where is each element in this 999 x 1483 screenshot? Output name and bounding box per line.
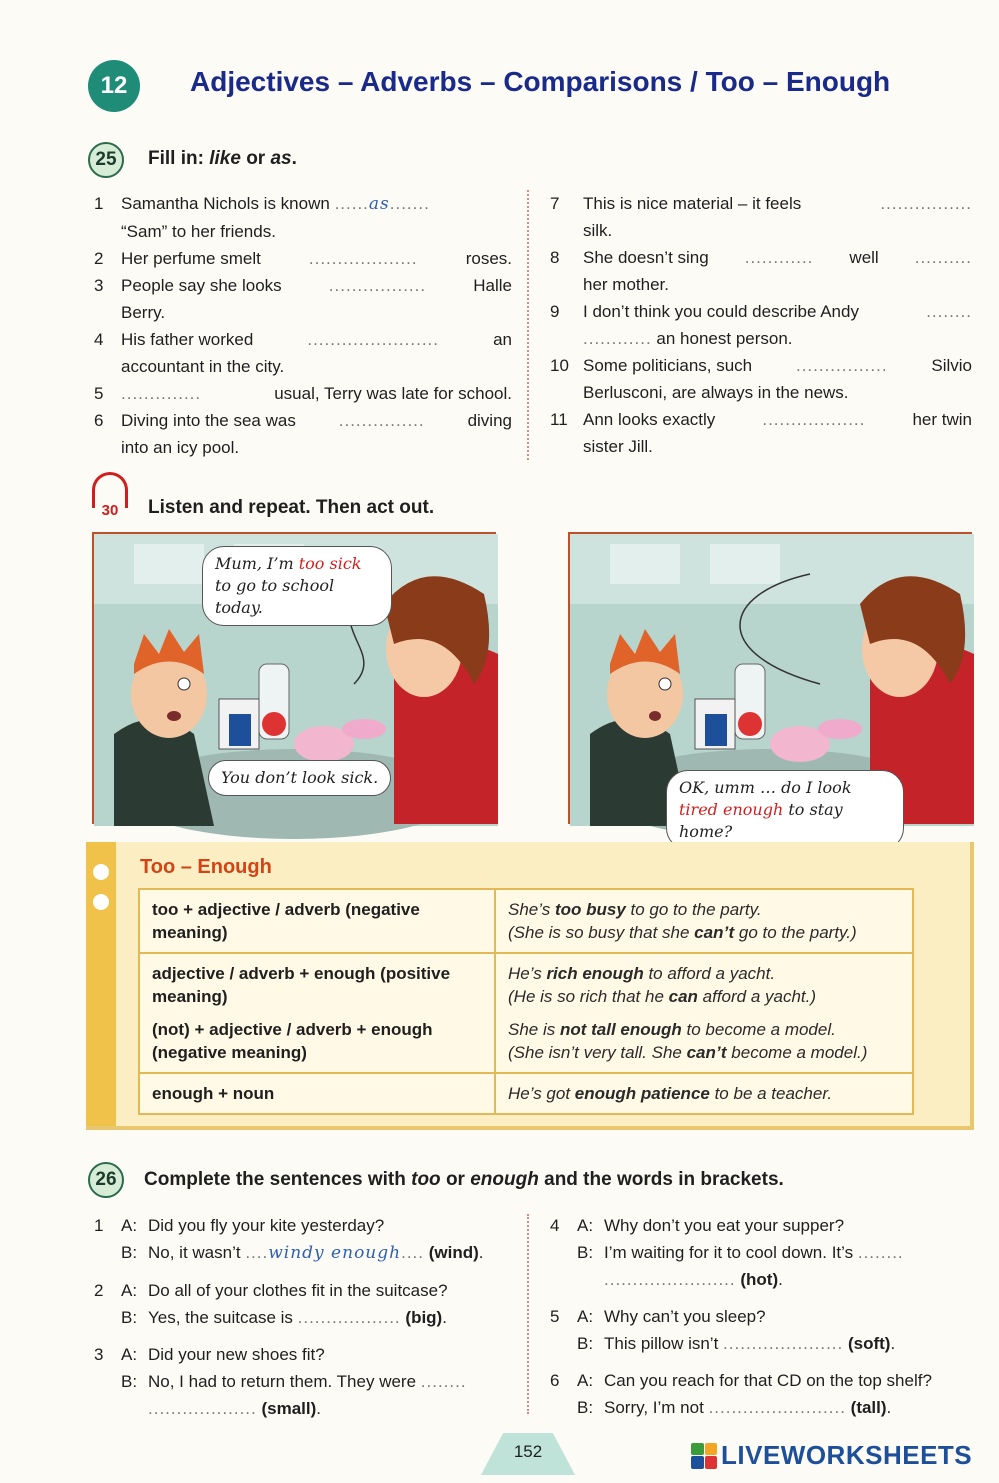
- item-number: 6: [94, 411, 104, 430]
- item-number: 8: [550, 248, 560, 267]
- bullet-dot: [93, 894, 109, 910]
- item-text: into an icy pool.: [121, 438, 240, 457]
- answer-prefix: Sorry, I’m not: [604, 1398, 704, 1417]
- dialogue-item: 4 A: Why don’t you eat your supper? B: I’m waiting for it to cool down. It’s ........ ....................... (hot) .: [550, 1212, 974, 1293]
- example-line: (She is so busy that she can’t go to the party.): [508, 923, 857, 942]
- exercise-item: [94, 326, 512, 380]
- answer-blank[interactable]: ..................: [297, 1308, 401, 1327]
- speech-bubble: [202, 546, 392, 626]
- grammar-table: [138, 888, 914, 1115]
- rule-cell: enough + noun: [139, 1073, 495, 1114]
- item-number: 5: [94, 384, 104, 403]
- answer-blank[interactable]: ............: [744, 248, 814, 267]
- unit-number: 12: [100, 72, 128, 99]
- answer-blank[interactable]: ........................: [708, 1398, 846, 1417]
- instruction-text: and the words in brackets.: [538, 1169, 784, 1190]
- item-text: an: [493, 330, 512, 349]
- dialogue-item: 1 A: Did you fly your kite yesterday? B: No, it wasn’t ....windy enough.... (wind) .: [94, 1212, 520, 1267]
- item-text: roses.: [465, 249, 512, 268]
- item-text: her twin: [912, 410, 972, 429]
- answer-blank[interactable]: ........: [857, 1243, 904, 1262]
- item-text: Ann looks exactly: [583, 410, 716, 429]
- instruction-text: .: [291, 148, 297, 169]
- question-text: Why can’t you sleep?: [604, 1307, 766, 1326]
- exercise-item: [94, 190, 512, 245]
- exercise-item: [550, 298, 972, 352]
- answer-blank[interactable]: ...............: [338, 411, 425, 430]
- answer-blank[interactable]: ..................: [762, 410, 866, 429]
- answer-blank[interactable]: ...................: [308, 249, 418, 268]
- item-text: silk.: [583, 221, 613, 240]
- example-line: She’s too busy to go to the party.: [508, 900, 762, 919]
- answer-blank[interactable]: ..........: [914, 248, 972, 267]
- column-divider: [527, 1214, 529, 1414]
- example-cell: [495, 953, 913, 1073]
- item-number: 10: [550, 356, 569, 375]
- item-number: 2: [94, 249, 104, 268]
- audio-track-number: 30: [101, 502, 119, 519]
- prompt-word: (soft): [847, 1334, 891, 1353]
- rule-cell: [139, 953, 495, 1073]
- liveworksheets-logo[interactable]: [691, 1440, 972, 1471]
- exercise-26-right-column: [550, 1212, 974, 1431]
- item-text: His father worked: [121, 330, 254, 349]
- filled-answer: as: [368, 194, 390, 214]
- bubble-highlight: enough: [723, 800, 784, 819]
- comic-panel-2: [568, 532, 972, 841]
- bubble-text: to go to school today.: [215, 576, 335, 617]
- item-text: well: [849, 248, 879, 267]
- item-number: 9: [550, 302, 560, 321]
- rule-cell: too + adjective / adverb (negative meaning): [139, 889, 495, 953]
- answer-blank[interactable]: ............: [583, 329, 652, 348]
- prompt-word: (wind): [428, 1243, 479, 1262]
- exercise-item: [94, 407, 512, 461]
- exercise-26-instruction: [144, 1169, 784, 1191]
- item-text: People say she looks: [121, 276, 282, 295]
- brand-name: LIVEWORKSHEETS: [721, 1440, 973, 1470]
- prompt-word: (small): [261, 1399, 317, 1418]
- example-cell: [495, 889, 913, 953]
- item-text: Berry.: [121, 303, 166, 322]
- answer-prefix: No, I had to return them. They were: [148, 1372, 417, 1391]
- exercise-26-left-column: [94, 1212, 520, 1432]
- exercise-item: [94, 245, 512, 272]
- item-number: 7: [550, 194, 560, 213]
- instruction-text: or: [440, 1169, 471, 1190]
- prompt-word: (hot): [740, 1270, 779, 1289]
- answer-blank[interactable]: .....................: [723, 1334, 844, 1353]
- exercise-25-badge: [88, 142, 124, 178]
- exercise-item: [550, 244, 972, 298]
- instruction-text: Fill in:: [148, 148, 210, 169]
- grammar-title: Too – Enough: [140, 856, 272, 878]
- speech-bubble: You don’t look sick.: [208, 760, 391, 796]
- answer-blank[interactable]: ..............: [121, 384, 202, 403]
- page-title: Adjectives – Adverbs – Comparisons / Too – Enough: [190, 66, 891, 97]
- grammar-box: [86, 842, 974, 1130]
- item-text: usual, Terry was late for school.: [274, 384, 512, 403]
- exercise-item: [94, 380, 512, 407]
- exercise-25-right-column: [550, 190, 972, 460]
- instruction-word: enough: [470, 1169, 539, 1190]
- exercise-25-left-column: [94, 190, 512, 461]
- item-text: I don’t think you could describe Andy: [583, 302, 859, 321]
- instruction-word: as: [270, 148, 292, 169]
- item-number: 4: [94, 330, 104, 349]
- liveworksheets-icon: [691, 1443, 717, 1469]
- example-line: She is not tall enough to become a model. (She isn’t very tall. She can’t become a model.): [508, 1020, 868, 1062]
- dialogue-item: 2 A: Do all of your clothes fit in the suitcase? B: Yes, the suitcase is .................. (big) .: [94, 1277, 520, 1331]
- instruction-text: or: [240, 148, 271, 169]
- speech-bubble: [666, 770, 904, 850]
- item-text: Her perfume smelt: [121, 249, 261, 268]
- exercise-item: [550, 352, 972, 406]
- item-text: Diving into the sea was: [121, 411, 296, 430]
- instruction-word: like: [209, 148, 241, 169]
- answer-blank[interactable]: .......................: [307, 330, 439, 349]
- listen-instruction: Listen and repeat. Then act out.: [148, 497, 435, 518]
- rule-text: adjective / adverb + enough (positive meaning): [152, 964, 451, 1006]
- table-row: [139, 1073, 913, 1114]
- exercise-25-instruction: [148, 148, 297, 170]
- dialogue-item: 6 A: Can you reach for that CD on the top shelf? B: Sorry, I’m not ........................ (tall) .: [550, 1367, 974, 1421]
- answer-blank[interactable]: ....windy enough....: [245, 1243, 424, 1263]
- question-text: Did you fly your kite yesterday?: [148, 1216, 385, 1235]
- bubble-text: to stay home?: [679, 800, 843, 841]
- item-text: sister Jill.: [583, 437, 653, 456]
- item-text: an honest person.: [656, 329, 793, 348]
- question-text: Why don’t you eat your supper?: [604, 1216, 845, 1235]
- item-text: Berlusconi, are always in the news.: [583, 383, 849, 402]
- item-text: She doesn’t sing: [583, 248, 709, 267]
- item-text: Halle: [473, 276, 512, 295]
- bullet-dot: [93, 864, 109, 880]
- example-line: He’s rich enough to afford a yacht. (He is so rich that he can afford a yacht.): [508, 964, 817, 1006]
- answer-blank[interactable]: ...................: [148, 1399, 257, 1418]
- exercise-item: [550, 406, 972, 460]
- instruction-text: Complete the sentences with: [144, 1169, 412, 1190]
- answer-blank[interactable]: .......................: [604, 1270, 736, 1289]
- exercise-item: [94, 272, 512, 326]
- filled-answer: windy enough: [268, 1243, 402, 1263]
- table-row: [139, 953, 913, 1073]
- item-text: accountant in the city.: [121, 357, 285, 376]
- exercise-26-badge: [88, 1162, 124, 1198]
- dialogue-item: 5 A: Why can’t you sleep? B: This pillow isn’t ..................... (soft) .: [550, 1303, 974, 1357]
- item-text: her mother.: [583, 275, 669, 294]
- answer-blank[interactable]: ........: [926, 302, 972, 321]
- bubble-highlight: tired: [679, 800, 718, 819]
- question-text: Did your new shoes fit?: [148, 1345, 325, 1364]
- answer-prefix: Yes, the suitcase is: [148, 1308, 293, 1327]
- column-divider: [527, 190, 529, 460]
- headphones-icon[interactable]: [84, 472, 136, 526]
- exercise-number: 25: [95, 149, 117, 170]
- example-cell: He’s got enough patience to be a teacher.: [495, 1073, 913, 1114]
- instruction-word: too: [411, 1169, 441, 1190]
- answer-prefix: No, it wasn’t: [148, 1243, 241, 1262]
- item-number: 11: [550, 410, 568, 429]
- exercise-number: 26: [95, 1169, 117, 1190]
- answer-prefix: This pillow isn’t: [604, 1334, 719, 1353]
- unit-number-badge: [88, 60, 140, 112]
- bubble-highlight: too sick: [298, 554, 362, 573]
- answer-blank[interactable]: .................: [328, 276, 427, 295]
- item-text: This is nice material – it feels: [583, 194, 802, 213]
- question-text: Can you reach for that CD on the top shelf?: [604, 1371, 932, 1390]
- prompt-word: (big): [405, 1308, 443, 1327]
- item-number: 3: [94, 276, 104, 295]
- table-row: [139, 889, 913, 953]
- bubble-text: OK, umm … do I look: [679, 778, 852, 797]
- prompt-word: (tall): [850, 1398, 887, 1417]
- item-text: Silvio: [931, 356, 972, 375]
- page-number: 152: [513, 1442, 543, 1461]
- dialogue-item: 3 A: Did your new shoes fit? B: No, I had to return them. They were ........ ................... (small) .: [94, 1341, 520, 1422]
- rule-text: (not) + adjective / adverb + enough (negative meaning): [152, 1020, 433, 1062]
- question-text: Do all of your clothes fit in the suitcase?: [148, 1281, 448, 1300]
- answer-prefix: I’m waiting for it to cool down. It’s: [604, 1243, 854, 1262]
- item-text: diving: [467, 411, 512, 430]
- item-text: Some politicians, such: [583, 356, 753, 375]
- answer-blank[interactable]: ................: [795, 356, 888, 375]
- item-number: 1: [94, 194, 104, 213]
- answer-blank[interactable]: ................: [880, 194, 972, 213]
- answer-blank[interactable]: ........: [420, 1372, 467, 1391]
- item-text: “Sam” to her friends.: [121, 222, 276, 241]
- comic-panel-1: [92, 532, 496, 824]
- item-text: Samantha Nichols is known: [121, 194, 330, 213]
- exercise-item: [550, 190, 972, 244]
- bubble-text: Mum, I’m: [215, 554, 299, 573]
- grammar-box-strip: [86, 842, 116, 1126]
- answer-blank[interactable]: ......as.......: [334, 194, 430, 214]
